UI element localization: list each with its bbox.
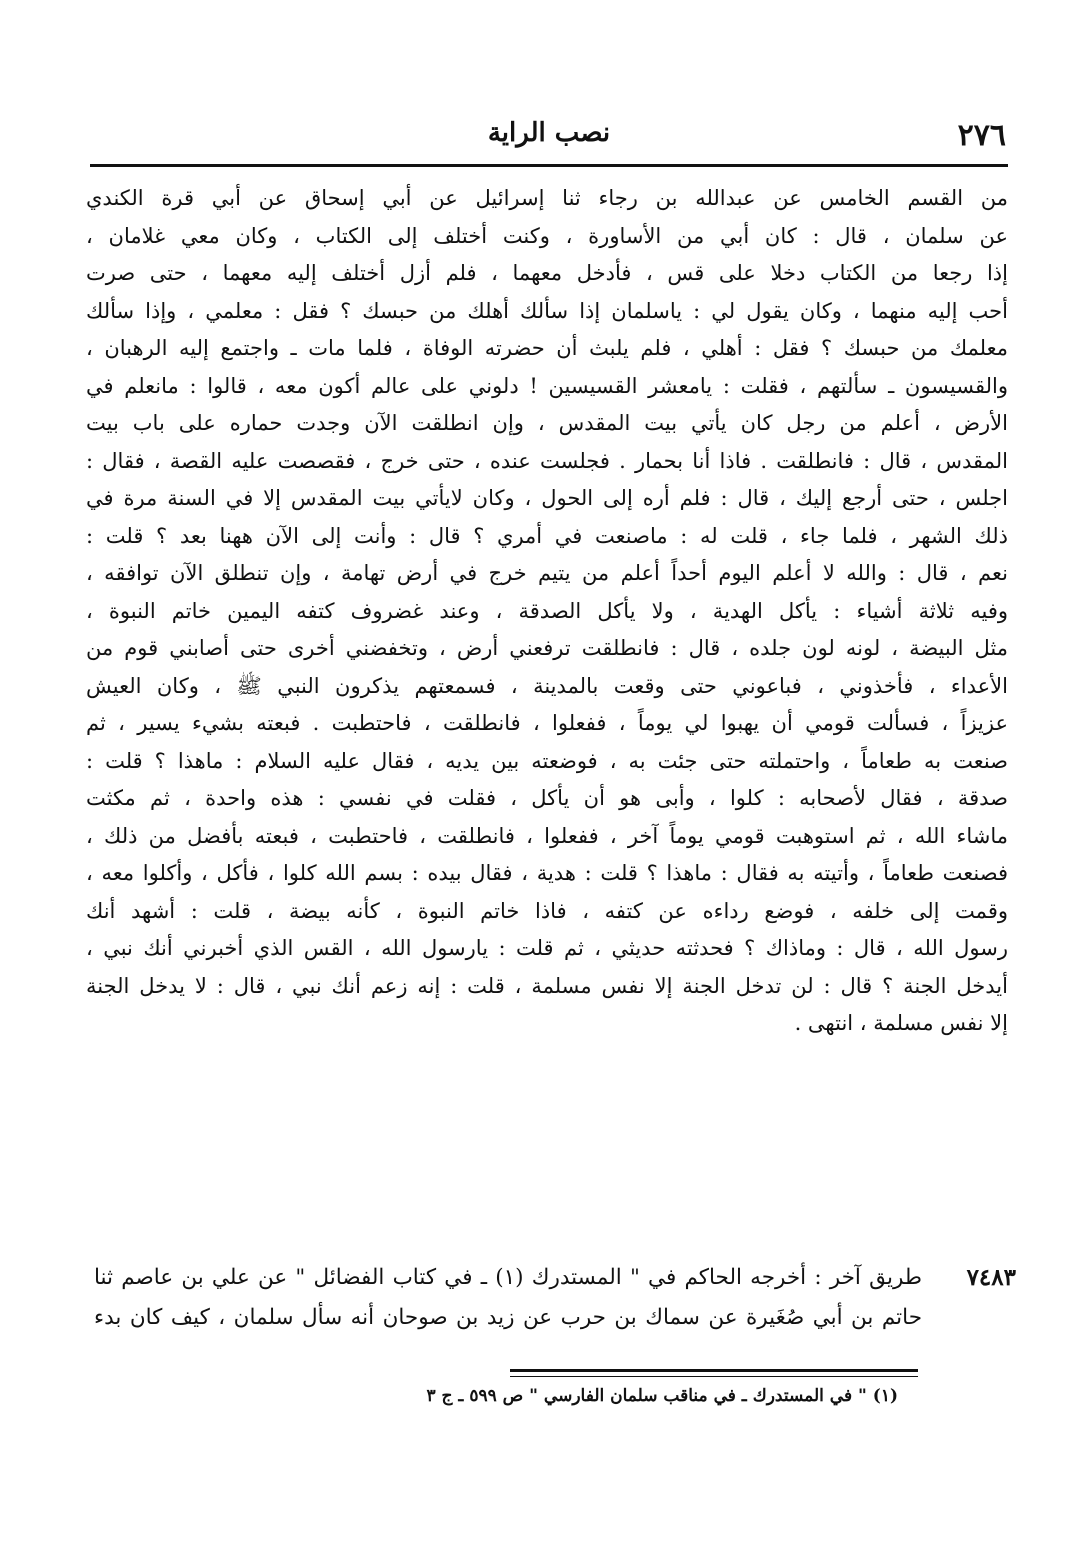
text-line: ماشاء الله ، ثم استوهبت قومي يوماً آخر ، ففعلوا ، فانطلقت ، فاحتطبت ، فبعته بأفضل من ذلك ، bbox=[86, 823, 1008, 848]
hadith-number: ٧٤٨٣ bbox=[966, 1264, 1016, 1291]
text-line: الأرض ، أعلم من رجل كان يأتي بيت المقدس ، وإن انطلقت الآن وجدت حماره على باب بيت bbox=[86, 411, 1008, 435]
text-line: فصنعت طعاماً ، وأتيته به فقال : ماهذا ؟ قلت : هدية ، فقال بيده : بسم الله كلوا ، فأكل ، وأكلوا معه ، bbox=[86, 861, 1008, 885]
header-divider bbox=[90, 164, 1008, 167]
hadith-line: حاتم بن أبي صُغَيرة عن سماك بن حرب عن زيد بن صوحان أنه سأل سلمان ، كيف كان بدء bbox=[94, 1305, 922, 1330]
text-line: أحب إليه منهما ، وكان يقول لي : ياسلمان إذا سألك أهلك من حبسك ؟ فقل : معلمي ، وإذا سألك bbox=[86, 298, 1008, 323]
text-line: ذلك الشهر ، فلما جاء ، قلت له : ماصنعت في أمري ؟ قال : وأنت إلى الآن ههنا بعد ؟ قلت : bbox=[86, 523, 1008, 548]
text-line: مثل البيضة ، لونه لون جلده ، قال : فانطلقت ترفعني أرض ، وتخفضني أخرى حتى أصابني قوم من bbox=[86, 636, 1008, 660]
text-line: نعم ، قال : والله لا أعلم اليوم أحداً أعلم من يتيم خرج في أرض تهامة ، وإن تنطلق الآن توافقه ، bbox=[86, 561, 1008, 585]
text-line: رسول الله ، قال : وماذاك ؟ فحدثته حديثي ، ثم قلت : يارسول الله ، القس الذي أخبرني أنك نبي ، bbox=[86, 936, 1008, 960]
text-line: من القسم الخامس عن عبدالله بن رجاء ثنا إسرائيل عن أبي إسحاق عن أبي قرة الكندي bbox=[86, 186, 1008, 210]
page-number: ٢٧٦ bbox=[957, 118, 1006, 153]
text-line: وقمت إلى خلفه ، فوضع رداءه عن كتفه ، فاذا خاتم النبوة ، كأنه بيضة ، قلت : أشهد أنك bbox=[86, 898, 1008, 923]
hadith-text bbox=[94, 1258, 922, 1338]
text-line: معلمك من حبسك ؟ فقل : أهلي ، فلم يلبث أن حضرته الوفاة ، فلما مات ـ واجتمع إليه الرهبان ، bbox=[86, 336, 1008, 360]
text-line: المقدس ، قال : فانطلقت . فاذا أنا بحمار . فجلست عنده ، حتى خرج ، فقصصت عليه القصة ، فقال : bbox=[86, 448, 1008, 473]
text-line: إلا نفس مسلمة ، انتهى . bbox=[794, 1011, 1008, 1035]
hadith-line: طريق آخر : أخرجه الحاكم في " المستدرك (١) ـ في كتاب الفضائل " عن علي بن عاصم ثنا bbox=[94, 1265, 922, 1290]
text-line: أيدخل الجنة ؟ قال : لن تدخل الجنة إلا نفس مسلمة ، قلت : إنه زعم أنك نبي ، قال : لا يدخل الجنة bbox=[86, 973, 1008, 998]
footnote: (١) " في المستدرك ـ في مناقب سلمان الفارسي " ص ٥٩٩ ـ ج ٣ bbox=[426, 1386, 898, 1406]
text-line: الأعداء ، فأخذوني ، فباعوني حتى وقعت بالمدينة ، فسمعتهم يذكرون النبي ﷺ ، وكان العيش bbox=[86, 673, 1008, 698]
text-line: اجلس ، حتى أرجع إليك ، قال : فلم أره إلى الحول ، وكان لايأتي بيت المقدس إلا في السنة مرة في bbox=[86, 486, 1008, 510]
page-header bbox=[92, 118, 1006, 160]
footnote-divider bbox=[510, 1369, 918, 1372]
text-line: إذا رجعا من الكتاب دخلا على قس ، فأدخل معهما ، فلم أزل أختلف إليه معهما ، حتى صرت bbox=[86, 261, 1008, 285]
book-title: نصب الراية bbox=[487, 118, 611, 148]
text-line: صنعت به طعاماً ، واحتملته حتى جئت به ، فوضعته بين يديه ، فقال عليه السلام : ماهذا ؟ قلت : bbox=[86, 748, 1008, 773]
footnote-divider-thin bbox=[510, 1376, 918, 1377]
text-line: عزيزاً ، فسألت قومي أن يهبوا لي يوماً ، ففعلوا ، فانطلقت ، فاحتطبت . فبعته بشيء يسير ، ثم bbox=[86, 711, 1008, 735]
main-text-block bbox=[86, 180, 1008, 1043]
text-line: وفيه ثلاثة أشياء : يأكل الهدية ، ولا يأكل الصدقة ، وعند غضروف كتفه اليمين خاتم النبوة ، bbox=[86, 598, 1008, 623]
text-line: والقسيسون ـ سألتهم ، فقلت : يامعشر القسيسين ! دلوني على عالم أكون معه ، قالوا : مانعلم في bbox=[86, 373, 1008, 398]
text-line: صدقة ، فقال لأصحابه : كلوا ، وأبى هو أن يأكل ، فقلت في نفسي : هذه واحدة ، ثم مكثت bbox=[86, 786, 1008, 810]
text-line: عن سلمان ، قال : كان أبي من الأساورة ، وكنت أختلف إلى الكتاب ، وكان معي غلامان ، bbox=[86, 223, 1008, 248]
